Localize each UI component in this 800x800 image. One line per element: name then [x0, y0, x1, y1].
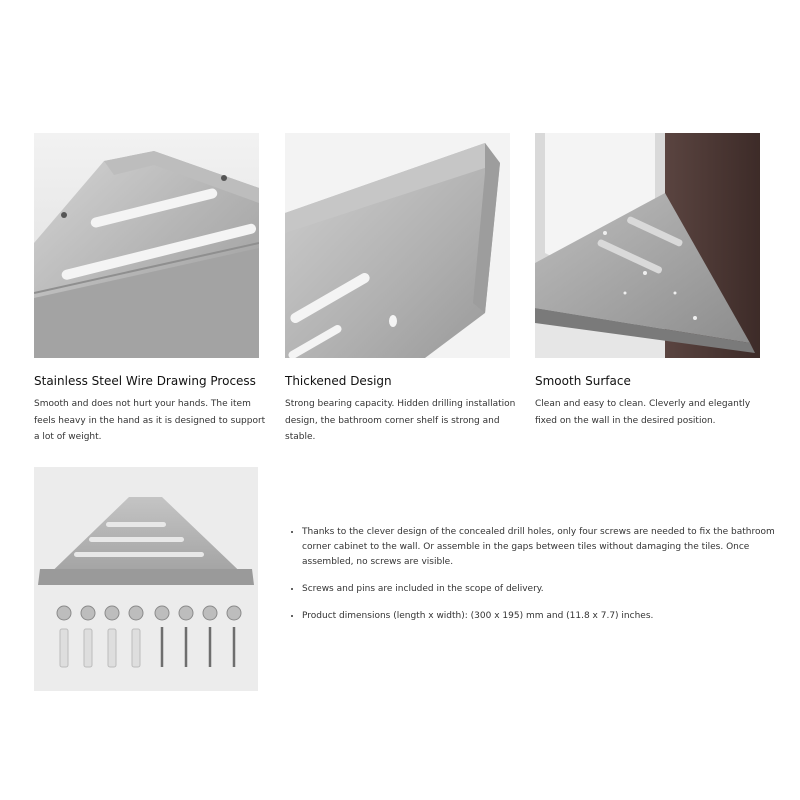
bullet-concealed-drill-holes: • Thanks to the clever design of the concealed drill holes, only four screws are needed to fix the bathroom corner cabinet to the wall. Or assemble in the gaps between tiles without damaging the tiles. Once assembled, no screws are visible.	[302, 525, 782, 570]
feature-description-smooth: Clean and easy to clean. Cleverly and elegantly fixed on the wall in the desired position.	[535, 399, 751, 426]
bullet-screws-included: • Screws and pins are included in the scope of delivery.	[302, 582, 782, 597]
bullet-dimensions: • Product dimensions (length x width): (300 x 195) mm and (11.8 x 7.7) inches.	[302, 609, 782, 624]
feature-title-thickened: Thickened Design	[285, 374, 392, 388]
shelf-with-hardware-image	[34, 467, 258, 691]
feature-title-smooth: Smooth Surface	[535, 374, 631, 388]
wet-shelf-surface-image	[535, 133, 760, 358]
product-details-list	[286, 525, 782, 636]
steel-shelf-closeup-image	[34, 133, 259, 358]
feature-title-wire-drawing: Stainless Steel Wire Drawing Process	[34, 374, 256, 388]
feature-description-wire-drawing: Smooth and does not hurt your hands. The item feels heavy in the hand as it is designed to support a lot of weight.	[34, 399, 266, 442]
thickened-edge-image	[285, 133, 510, 358]
feature-description-thickened: Strong bearing capacity. Hidden drilling installation design, the bathroom corner shelf is strong and stable.	[285, 399, 516, 442]
